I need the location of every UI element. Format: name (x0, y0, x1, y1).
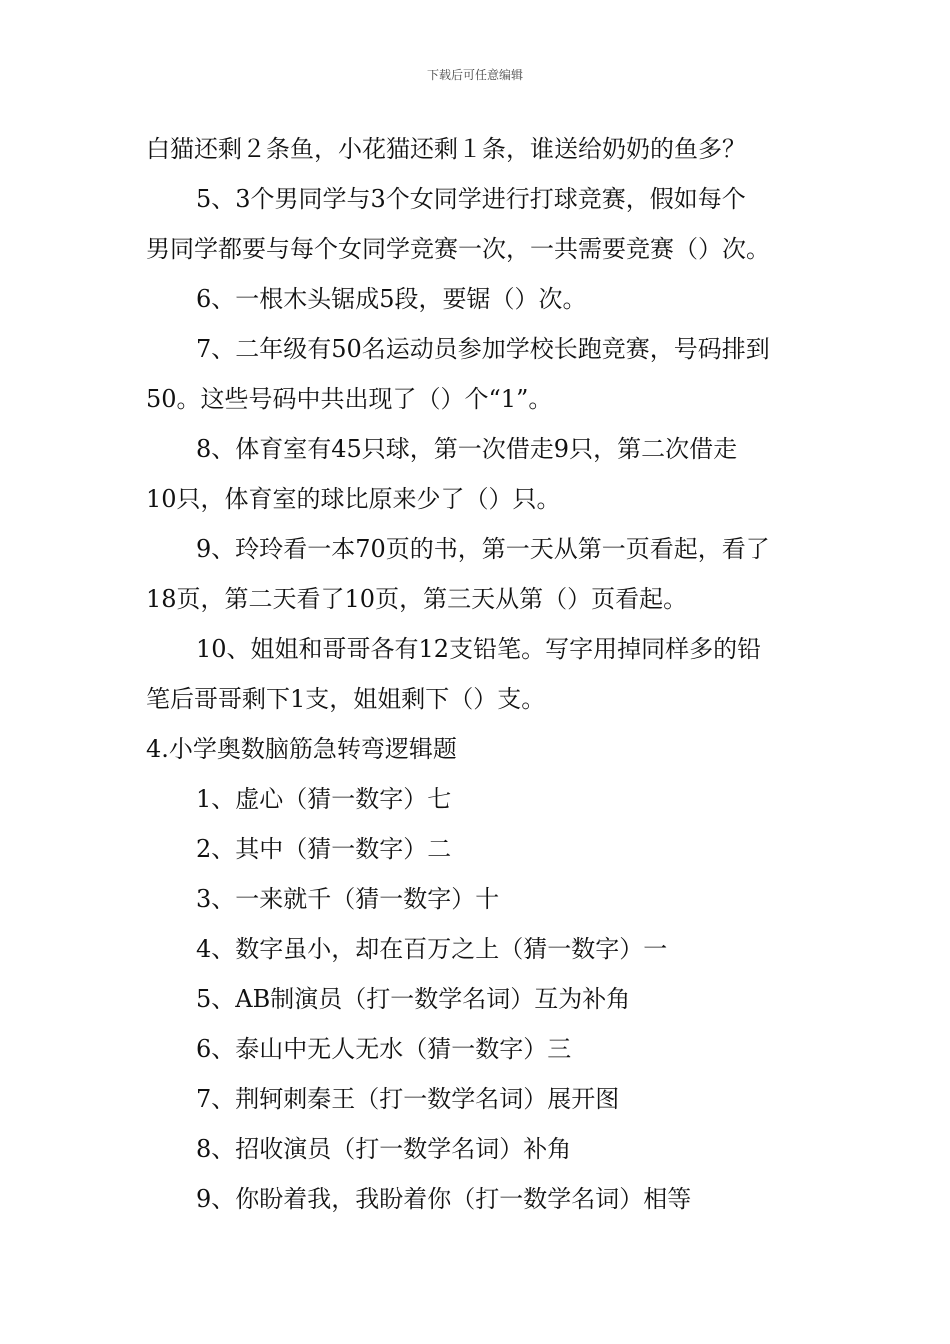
page-header: 下载后可任意编辑 (426, 68, 523, 82)
question-5-line-2: 男同学都要与每个女同学竞赛一次，一共需要竞赛（）次。 (146, 235, 770, 263)
riddle-2: 2、其中（猜一数字）二 (196, 835, 452, 863)
question-6: 6、一根木头锯成5段，要锯（）次。 (196, 285, 587, 313)
section-heading: 4.小学奥数脑筋急转弯逻辑题 (146, 735, 457, 763)
question-9-line-2: 18页，第二天看了10页，第三天从第（）页看起。 (146, 585, 688, 613)
question-8-line-1: 8、体育室有45只球，第一次借走9只，第二次借走 (196, 435, 738, 463)
riddle-6: 6、泰山中无人无水（猜一数字）三 (196, 1035, 572, 1063)
riddle-4: 4、数字虽小，却在百万之上（猜一数字）一 (196, 935, 668, 963)
question-5-line-1: 5、3个男同学与3个女同学进行打球竞赛，假如每个 (196, 185, 746, 213)
question-10-line-2: 笔后哥哥剩下1支，姐姐剩下（）支。 (146, 685, 546, 713)
riddle-7: 7、荆轲刺秦王（打一数学名词）展开图 (196, 1085, 620, 1113)
question-7-line-1: 7、二年级有50名运动员参加学校长跑竞赛，号码排到 (196, 335, 770, 363)
question-7-line-2: 50。这些号码中共出现了（）个“1”。 (146, 385, 553, 413)
riddle-9: 9、你盼着我，我盼着你（打一数学名词）相等 (196, 1185, 692, 1213)
question-8-line-2: 10只，体育室的球比原来少了（）只。 (146, 485, 561, 513)
riddle-3: 3、一来就千（猜一数字）十 (196, 885, 500, 913)
question-10-line-1: 10、姐姐和哥哥各有12支铅笔。写字用掉同样多的铅 (196, 635, 762, 663)
question-9-line-1: 9、玲玲看一本70页的书，第一天从第一页看起，看了 (196, 535, 770, 563)
riddle-5: 5、AB制演员（打一数学名词）互为补角 (196, 985, 631, 1013)
riddle-1: 1、虚心（猜一数字）七 (196, 785, 452, 813)
text-line: 白猫还剩２条鱼，小花猫还剩１条，谁送给奶奶的鱼多？ (146, 135, 746, 163)
riddle-8: 8、招收演员（打一数学名词）补角 (196, 1135, 572, 1163)
